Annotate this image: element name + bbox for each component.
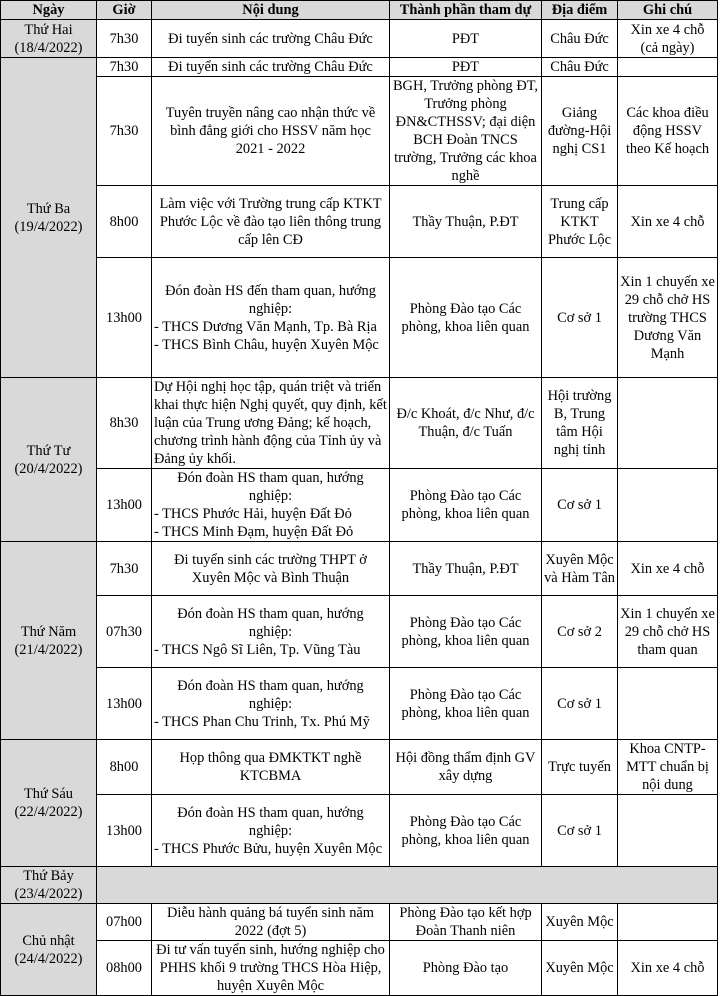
day-cell bbox=[1, 20, 97, 58]
content-cell bbox=[152, 258, 390, 378]
day-cell bbox=[1, 542, 97, 740]
content-line: Đi tư vấn tuyển sinh, hướng nghiệp cho PHHS khối 9 trường THCS Hòa Hiệp, huyện Xuyên Mộc bbox=[156, 942, 385, 994]
notes-cell: Các khoa điều động HSSV theo Kế hoạch bbox=[618, 77, 718, 186]
day-date: (22/4/2022) bbox=[14, 804, 83, 820]
schedule-row bbox=[1, 668, 718, 740]
participants-cell: PĐT bbox=[390, 20, 542, 58]
time-cell: 7h30 bbox=[97, 20, 152, 58]
participants-cell: PĐT bbox=[390, 58, 542, 77]
location-cell: Xuyên Mộc bbox=[542, 941, 618, 996]
empty-day-cell bbox=[97, 867, 718, 904]
day-date: (20/4/2022) bbox=[14, 460, 83, 477]
location-cell: Châu Đức bbox=[542, 20, 618, 58]
time-cell: 8h30 bbox=[97, 378, 152, 469]
time-cell: 7h30 bbox=[97, 77, 152, 186]
day-name: Chủ nhật bbox=[22, 932, 75, 949]
header-notes: Ghi chú bbox=[618, 1, 718, 20]
header-content: Nội dung bbox=[152, 1, 390, 20]
day-name: Thứ Hai bbox=[24, 21, 73, 38]
day-date: (24/4/2022) bbox=[14, 950, 83, 967]
notes-cell bbox=[618, 469, 718, 542]
location-cell: Cơ sở 1 bbox=[542, 668, 618, 740]
schedule-row bbox=[1, 186, 718, 258]
header-row bbox=[1, 1, 718, 20]
location-cell: Cơ sở 1 bbox=[542, 469, 618, 542]
content-line: Đón đoàn HS tham quan, hướng nghiệp: bbox=[177, 804, 364, 839]
schedule-row bbox=[1, 867, 718, 904]
content-cell bbox=[152, 58, 390, 77]
location-cell: Hội trường B, Trung tâm Hội nghị tỉnh bbox=[542, 378, 618, 469]
day-cell bbox=[1, 867, 97, 904]
content-line: - THCS Phước Hải, huyện Đất Đỏ bbox=[154, 506, 352, 522]
location-cell: Cơ sở 2 bbox=[542, 596, 618, 668]
content-line: Đi tuyển sinh các trường Châu Đức bbox=[168, 30, 373, 47]
schedule-row bbox=[1, 469, 718, 542]
content-line: - THCS Minh Đạm, huyện Đất Đỏ bbox=[154, 524, 354, 540]
content-line: Họp thông qua ĐMKTKT nghề KTCBMA bbox=[179, 750, 362, 784]
schedule-row bbox=[1, 904, 718, 941]
notes-cell bbox=[618, 378, 718, 469]
header-participants: Thành phần tham dự bbox=[390, 1, 542, 20]
participants-cell: Thầy Thuận, P.ĐT bbox=[390, 186, 542, 258]
content-line: Đón đoàn HS đến tham quan, hướng nghiệp: bbox=[165, 282, 376, 317]
notes-cell: Xin xe 4 chỗ bbox=[618, 542, 718, 596]
time-cell: 8h00 bbox=[97, 186, 152, 258]
schedule-row bbox=[1, 596, 718, 668]
notes-cell bbox=[618, 668, 718, 740]
header-location: Địa điểm bbox=[542, 1, 618, 20]
participants-cell: Phòng Đào tạo Các phòng, khoa liên quan bbox=[390, 596, 542, 668]
day-name: Thứ Bảy bbox=[23, 868, 74, 884]
location-cell: Xuyên Mộc bbox=[542, 904, 618, 941]
content-line: - THCS Dương Văn Mạnh, Tp. Bà Rịa bbox=[154, 318, 377, 335]
schedule-row bbox=[1, 58, 718, 77]
content-line: - THCS Ngô Sĩ Liên, Tp. Vũng Tàu bbox=[154, 641, 361, 658]
content-cell bbox=[152, 186, 390, 258]
day-date: (19/4/2022) bbox=[14, 218, 83, 235]
day-date: (18/4/2022) bbox=[14, 39, 83, 56]
schedule-row bbox=[1, 795, 718, 867]
content-cell bbox=[152, 668, 390, 740]
content-line: Đi tuyển sinh các trường THPT ở Xuyên Mộc và Bình Thuận bbox=[174, 551, 367, 586]
location-cell: Trực tuyến bbox=[542, 740, 618, 795]
schedule-row bbox=[1, 740, 718, 795]
time-cell: 8h00 bbox=[97, 740, 152, 795]
location-cell: Châu Đức bbox=[542, 58, 618, 77]
day-name: Thứ Sáu bbox=[24, 786, 73, 802]
day-date: (23/4/2022) bbox=[14, 886, 83, 902]
participants-cell: Thầy Thuận, P.ĐT bbox=[390, 542, 542, 596]
content-cell bbox=[152, 542, 390, 596]
time-cell: 13h00 bbox=[97, 668, 152, 740]
content-cell bbox=[152, 378, 390, 469]
time-cell: 08h00 bbox=[97, 941, 152, 996]
day-name: Thứ Năm bbox=[20, 623, 77, 640]
content-cell bbox=[152, 469, 390, 542]
content-line: Làm việc với Trường trung cấp KTKT Phước Lộc về đào tạo liên thông trung cấp lên CĐ bbox=[159, 195, 382, 248]
schedule-row bbox=[1, 20, 718, 58]
notes-cell bbox=[618, 904, 718, 941]
day-name: Thứ Ba bbox=[26, 200, 71, 217]
participants-cell: Phòng Đào tạo Các phòng, khoa liên quan bbox=[390, 258, 542, 378]
notes-cell: Xin 1 chuyến xe 29 chỗ chở HS trường THCS Dương Văn Mạnh bbox=[618, 258, 718, 378]
content-cell bbox=[152, 795, 390, 867]
day-cell bbox=[1, 740, 97, 867]
content-cell bbox=[152, 740, 390, 795]
header-day: Ngày bbox=[1, 1, 97, 20]
day-date: (21/4/2022) bbox=[14, 641, 83, 658]
location-cell: Xuyên Mộc và Hàm Tân bbox=[542, 542, 618, 596]
content-cell bbox=[152, 20, 390, 58]
content-line: - THCS Phan Chu Trinh, Tx. Phú Mỹ bbox=[154, 713, 370, 730]
participants-cell: Đ/c Khoát, đ/c Như, đ/c Thuận, đ/c Tuấn bbox=[390, 378, 542, 469]
day-cell bbox=[1, 58, 97, 378]
time-cell: 7h30 bbox=[97, 58, 152, 77]
participants-cell: Phòng Đào tạo Các phòng, khoa liên quan bbox=[390, 668, 542, 740]
content-line: Đi tuyển sinh các trường Châu Đức bbox=[168, 59, 373, 75]
schedule-row bbox=[1, 77, 718, 186]
participants-cell: Hội đồng thẩm định GV xây dựng bbox=[390, 740, 542, 795]
time-cell: 13h00 bbox=[97, 795, 152, 867]
schedule-row bbox=[1, 378, 718, 469]
participants-cell: Phòng Đào tạo kết hợp Đoàn Thanh niên bbox=[390, 904, 542, 941]
schedule-row bbox=[1, 941, 718, 996]
participants-cell: Phòng Đào tạo Các phòng, khoa liên quan bbox=[390, 795, 542, 867]
content-line: Dự Hội nghị học tập, quán triệt và triển khai thực hiện Nghị quyết, quy định, kết luận của Trung ương Đảng; kế hoạch, chương trình hành động của Tỉnh ủy và Đảng ủy khối. bbox=[154, 379, 387, 467]
time-cell: 07h30 bbox=[97, 596, 152, 668]
content-line: Tuyên truyền nâng cao nhận thức về bình đẳng giới cho HSSV năm học 2021 - 2022 bbox=[165, 105, 376, 157]
day-cell bbox=[1, 378, 97, 542]
content-line: Diễu hành quảng bá tuyển sinh năm 2022 (đợt 5) bbox=[166, 905, 375, 939]
notes-cell: Xin 1 chuyến xe 29 chỗ chở HS tham quan bbox=[618, 596, 718, 668]
location-cell: Cơ sở 1 bbox=[542, 258, 618, 378]
time-cell: 07h00 bbox=[97, 904, 152, 941]
time-cell: 13h00 bbox=[97, 258, 152, 378]
content-line: - THCS Bình Châu, huyện Xuyên Mộc bbox=[154, 336, 379, 353]
participants-cell: Phòng Đào tạo Các phòng, khoa liên quan bbox=[390, 469, 542, 542]
notes-cell: Khoa CNTP-MTT chuẩn bị nội dung bbox=[618, 740, 718, 795]
notes-cell: Xin xe 4 chỗ (cả ngày) bbox=[618, 20, 718, 58]
content-line: Đón đoàn HS tham quan, hướng nghiệp: bbox=[177, 677, 364, 712]
header-time: Giờ bbox=[97, 1, 152, 20]
location-cell: Cơ sở 1 bbox=[542, 795, 618, 867]
participants-cell: Phòng Đào tạo bbox=[390, 941, 542, 996]
content-line: Đón đoàn HS tham quan, hướng nghiệp: bbox=[177, 470, 364, 504]
schedule-row bbox=[1, 542, 718, 596]
notes-cell bbox=[618, 58, 718, 77]
day-name: Thứ Tư bbox=[26, 442, 71, 459]
content-line: - THCS Phước Bửu, huyện Xuyên Mộc bbox=[154, 840, 383, 857]
content-cell bbox=[152, 77, 390, 186]
time-cell: 13h00 bbox=[97, 469, 152, 542]
schedule-row bbox=[1, 258, 718, 378]
content-cell bbox=[152, 596, 390, 668]
time-cell: 7h30 bbox=[97, 542, 152, 596]
day-cell bbox=[1, 904, 97, 996]
participants-cell: BGH, Trưởng phòng ĐT, Trưởng phòng ĐN&CTHSSV; đại diện BCH Đoàn TNCS trường, Trưởng các khoa nghề bbox=[390, 77, 542, 186]
location-cell: Giảng đường-Hội nghị CS1 bbox=[542, 77, 618, 186]
location-cell: Trung cấp KTKT Phước Lộc bbox=[542, 186, 618, 258]
content-cell bbox=[152, 904, 390, 941]
notes-cell bbox=[618, 795, 718, 867]
content-line: Đón đoàn HS tham quan, hướng nghiệp: bbox=[177, 605, 364, 640]
schedule-body bbox=[1, 20, 718, 996]
content-cell bbox=[152, 941, 390, 996]
notes-cell: Xin xe 4 chỗ bbox=[618, 186, 718, 258]
notes-cell: Xin xe 4 chỗ bbox=[618, 941, 718, 996]
